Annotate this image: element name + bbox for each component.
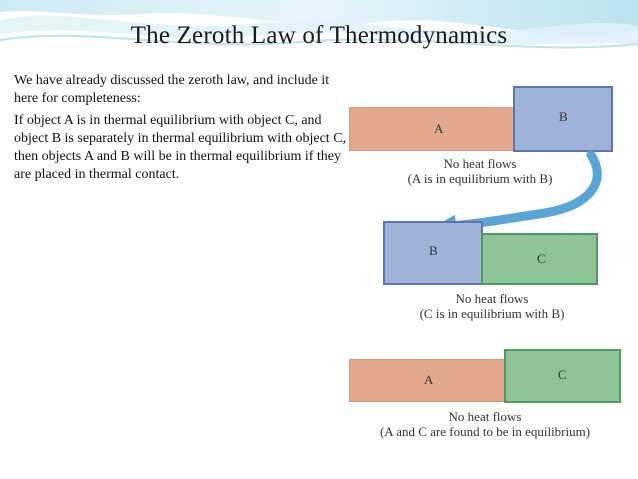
panel-2-caption bbox=[397, 291, 587, 321]
object-b-label: B bbox=[429, 243, 438, 258]
panel-3-caption-heading: No heat flows bbox=[448, 409, 522, 424]
panel-3-caption-detail: (A and C are found to be in equilibrium) bbox=[379, 424, 591, 439]
object-c-box bbox=[481, 233, 598, 285]
zeroth-law-figure bbox=[345, 75, 638, 455]
intro-paragraph: We have already discussed the zeroth law, and include it here for completeness: bbox=[14, 73, 330, 106]
object-a-box bbox=[349, 359, 507, 402]
panel-2-caption-heading: No heat flows bbox=[455, 291, 529, 306]
zeroth-law-statement: If object A is in thermal equilibrium with object C, and object B is separately in thermal equilibrium with object C, then objects A and B will be in thermal equilibrium if they are placed in thermal contact. bbox=[14, 113, 347, 182]
object-c-label: C bbox=[537, 251, 546, 266]
object-a-label: A bbox=[424, 372, 434, 387]
object-a-label: A bbox=[434, 121, 444, 136]
slide-title: The Zeroth Law of Thermodynamics bbox=[130, 22, 508, 49]
panel-1-caption-detail: (A is in equilibrium with B) bbox=[407, 171, 553, 186]
panel-1-caption-heading: No heat flows bbox=[443, 156, 517, 171]
object-c-box bbox=[504, 349, 621, 403]
panel-2-caption-detail: (C is in equilibrium with B) bbox=[419, 306, 565, 321]
panel-3-caption bbox=[349, 409, 621, 439]
object-c-label: C bbox=[558, 367, 567, 382]
object-b-label: B bbox=[559, 109, 568, 124]
object-b-box bbox=[383, 221, 483, 285]
body-text bbox=[14, 72, 348, 188]
